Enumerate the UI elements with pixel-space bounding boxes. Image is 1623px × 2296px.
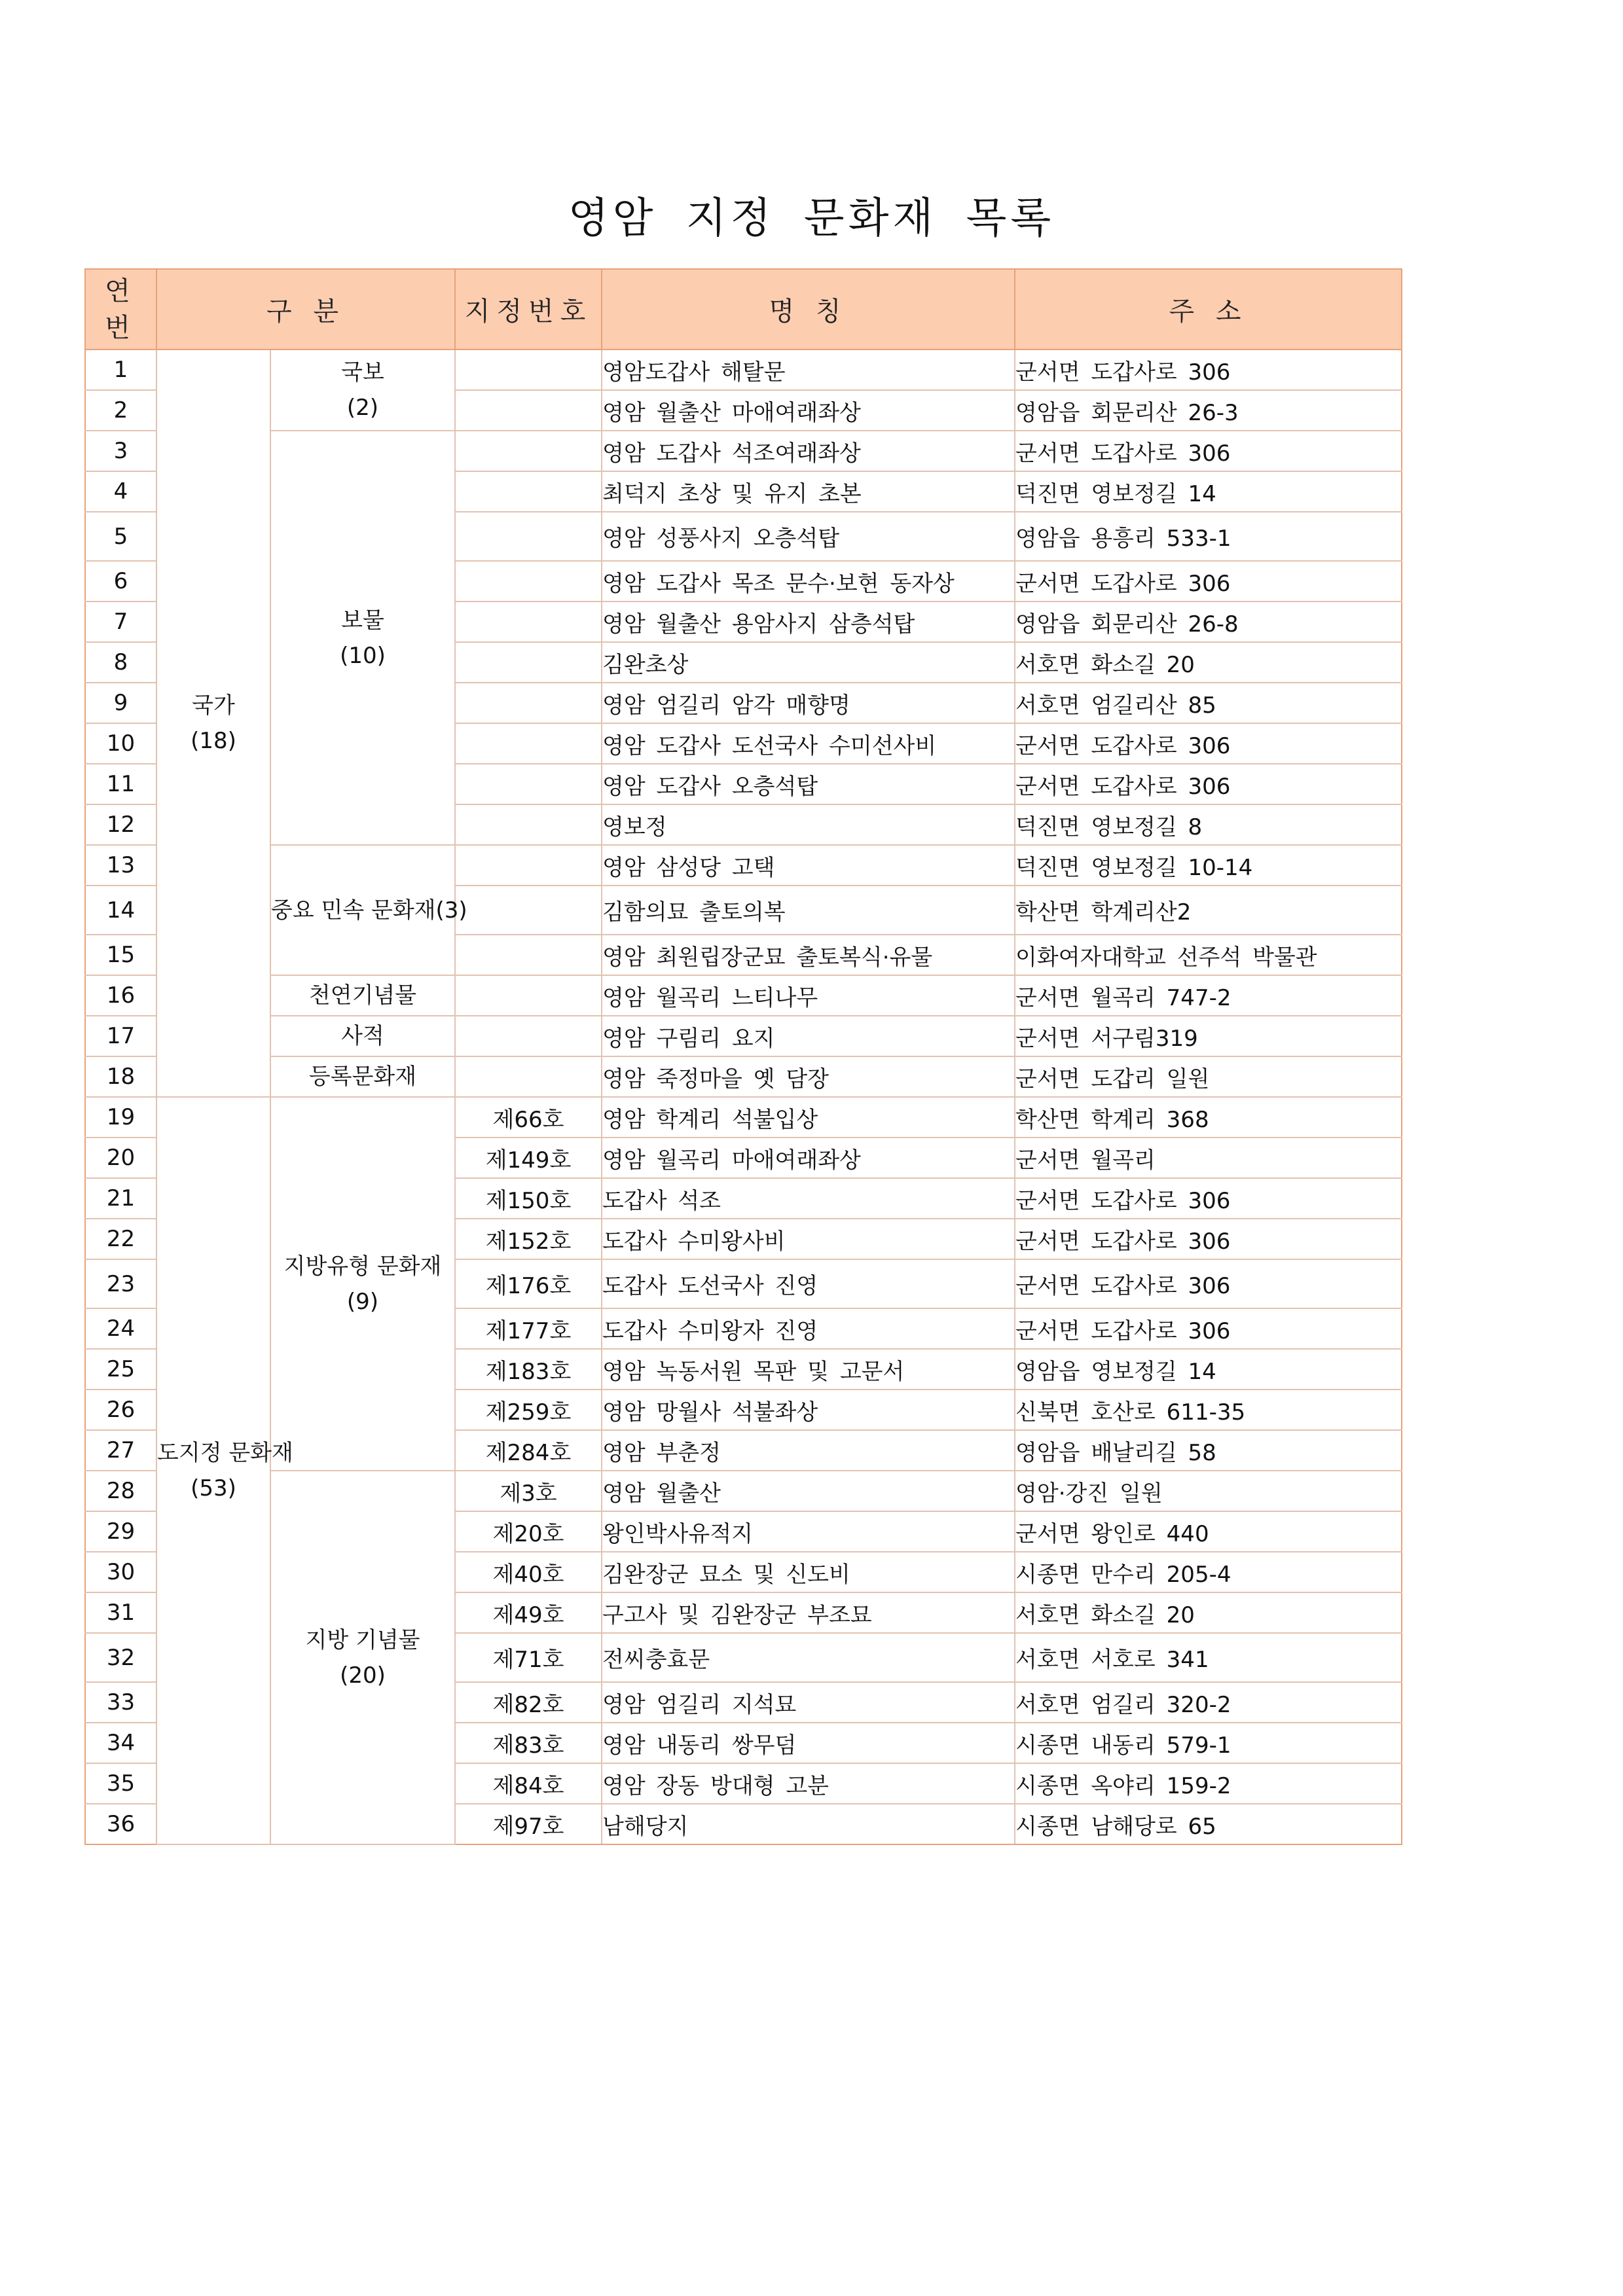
table-row [85, 845, 1402, 886]
designation-number: 제83호 [455, 1723, 602, 1763]
row-number: 23 [85, 1259, 156, 1308]
heritage-address: 시종면 옥야리 159-2 [1015, 1763, 1402, 1804]
designation-number: 제259호 [455, 1390, 602, 1430]
heritage-name: 영암도갑사 해탈문 [602, 350, 1015, 390]
row-number: 33 [85, 1682, 156, 1723]
heritage-name: 김함의묘 출토의복 [602, 886, 1015, 935]
heritage-name: 영암 최원립장군묘 출토복식·유물 [602, 935, 1015, 975]
row-number: 18 [85, 1056, 156, 1097]
row-number: 21 [85, 1178, 156, 1219]
subcategory-treasure-label: 보물 [341, 607, 384, 634]
category-national-label: 국가 [192, 692, 235, 719]
designation-number: 제66호 [455, 1097, 602, 1138]
category-provincial-label: 도지정 문화재 [157, 1440, 293, 1466]
heritage-address: 군서면 도갑사로 306 [1015, 764, 1402, 804]
row-number: 24 [85, 1308, 156, 1349]
heritage-name: 영암 도갑사 목조 문수·보현 동자상 [602, 561, 1015, 601]
category-provincial [156, 1097, 293, 1844]
subcategory-local-monument-label: 지방 기념물 [305, 1626, 420, 1653]
heritage-name: 구고사 및 김완장군 부조묘 [602, 1592, 1015, 1633]
row-number: 22 [85, 1219, 156, 1259]
subcategory-treasure-count: (10) [340, 642, 386, 669]
header-category: 구 분 [156, 269, 455, 350]
designation-number [455, 886, 602, 935]
heritage-address: 시종면 남해당로 65 [1015, 1804, 1402, 1844]
header-designation-number: 지정번호 [455, 269, 602, 350]
table-row [85, 1097, 1402, 1138]
designation-number [455, 601, 602, 642]
subcategory-tangible-heritage [270, 1097, 455, 1471]
row-number: 31 [85, 1592, 156, 1633]
heritage-name: 영암 죽정마을 옛 담장 [602, 1056, 1015, 1097]
row-number: 7 [85, 601, 156, 642]
subcategory-registered-heritage-label: 등록문화재 [308, 1064, 417, 1090]
heritage-name: 영암 학계리 석불입상 [602, 1097, 1015, 1138]
row-number: 36 [85, 1804, 156, 1844]
heritage-table [84, 268, 1402, 1845]
designation-number [455, 1056, 602, 1097]
designation-number [455, 764, 602, 804]
designation-number [455, 975, 602, 1016]
heritage-address: 군서면 도갑리 일원 [1015, 1056, 1402, 1097]
heritage-name: 최덕지 초상 및 유지 초본 [602, 471, 1015, 512]
designation-number [455, 723, 602, 764]
designation-number: 제177호 [455, 1308, 602, 1349]
heritage-name: 영암 도갑사 석조여래좌상 [602, 431, 1015, 471]
heritage-address: 서호면 서호로 341 [1015, 1633, 1402, 1682]
designation-number: 제152호 [455, 1219, 602, 1259]
row-number: 12 [85, 804, 156, 845]
heritage-address: 군서면 도갑사로 306 [1015, 1178, 1402, 1219]
table-body [85, 350, 1402, 1844]
heritage-name: 왕인박사유적지 [602, 1511, 1015, 1552]
designation-number: 제82호 [455, 1682, 602, 1723]
designation-number: 제40호 [455, 1552, 602, 1592]
subcategory-tangible-heritage-label: 지방유형 문화재 [283, 1253, 442, 1280]
heritage-address: 학산면 학계리 368 [1015, 1097, 1402, 1138]
row-number: 11 [85, 764, 156, 804]
header-number-line1: 연 [105, 276, 137, 306]
row-number: 29 [85, 1511, 156, 1552]
heritage-address: 신북면 호산로 611-35 [1015, 1390, 1402, 1430]
heritage-address: 영암·강진 일원 [1015, 1471, 1402, 1511]
designation-number: 제149호 [455, 1138, 602, 1178]
heritage-address: 영암읍 용흥리 533-1 [1015, 512, 1402, 561]
row-number: 35 [85, 1763, 156, 1804]
subcategory-tangible-heritage-count: (9) [346, 1288, 379, 1315]
designation-number: 제97호 [455, 1804, 602, 1844]
row-number: 9 [85, 683, 156, 723]
heritage-name: 영암 월출산 용암사지 삼층석탑 [602, 601, 1015, 642]
heritage-address: 군서면 도갑사로 306 [1015, 723, 1402, 764]
row-number: 5 [85, 512, 156, 561]
heritage-address: 군서면 도갑사로 306 [1015, 350, 1402, 390]
table-header-row [85, 269, 1402, 350]
heritage-name: 영암 도갑사 도선국사 수미선사비 [602, 723, 1015, 764]
row-number: 19 [85, 1097, 156, 1138]
designation-number: 제71호 [455, 1633, 602, 1682]
header-number-line2: 번 [105, 312, 137, 343]
subcategory-local-monument [270, 1471, 455, 1844]
heritage-address: 군서면 왕인로 440 [1015, 1511, 1402, 1552]
heritage-name: 도갑사 도선국사 진영 [602, 1259, 1015, 1308]
heritage-name: 영암 녹동서원 목판 및 고문서 [602, 1349, 1015, 1390]
heritage-address: 영암읍 회문리산 26-8 [1015, 601, 1402, 642]
table-row [85, 1016, 1402, 1056]
subcategory-treasure [270, 431, 455, 845]
row-number: 28 [85, 1471, 156, 1511]
designation-number [455, 350, 602, 390]
designation-number: 제49호 [455, 1592, 602, 1633]
table-row [85, 1471, 1402, 1511]
heritage-address: 시종면 내동리 579-1 [1015, 1723, 1402, 1763]
heritage-name: 영암 월출산 [602, 1471, 1015, 1511]
page-title: 영암 지정 문화재 목록 [568, 194, 1055, 243]
designation-number [455, 431, 602, 471]
heritage-address: 덕진면 영보정길 14 [1015, 471, 1402, 512]
row-number: 2 [85, 390, 156, 431]
row-number: 25 [85, 1349, 156, 1390]
heritage-address: 서호면 엄길리산 85 [1015, 683, 1402, 723]
subcategory-registered-heritage [270, 1056, 455, 1097]
subcategory-folk-heritage [270, 845, 467, 975]
header-name: 명 칭 [602, 269, 1015, 350]
heritage-address: 군서면 도갑사로 306 [1015, 561, 1402, 601]
row-number: 26 [85, 1390, 156, 1430]
row-number: 20 [85, 1138, 156, 1178]
header-number [85, 269, 156, 350]
subcategory-historic-site-label: 사적 [341, 1023, 384, 1049]
row-number: 6 [85, 561, 156, 601]
heritage-name: 영암 장동 방대형 고분 [602, 1763, 1015, 1804]
designation-number: 제176호 [455, 1259, 602, 1308]
heritage-address: 학산면 학계리산2 [1015, 886, 1402, 935]
designation-number: 제183호 [455, 1349, 602, 1390]
heritage-name: 전씨충효문 [602, 1633, 1015, 1682]
row-number: 30 [85, 1552, 156, 1592]
heritage-address: 영암읍 회문리산 26-3 [1015, 390, 1402, 431]
designation-number: 제84호 [455, 1763, 602, 1804]
row-number: 14 [85, 886, 156, 935]
heritage-name: 영암 월곡리 느티나무 [602, 975, 1015, 1016]
heritage-name: 김완초상 [602, 642, 1015, 683]
heritage-name: 도갑사 수미왕사비 [602, 1219, 1015, 1259]
row-number: 17 [85, 1016, 156, 1056]
table-row [85, 350, 1402, 390]
heritage-name: 영암 도갑사 오층석탑 [602, 764, 1015, 804]
heritage-name: 김완장군 묘소 및 신도비 [602, 1552, 1015, 1592]
heritage-address: 군서면 서구림319 [1015, 1016, 1402, 1056]
header-address: 주 소 [1015, 269, 1402, 350]
designation-number [455, 935, 602, 975]
heritage-name: 남해당지 [602, 1804, 1015, 1844]
row-number: 16 [85, 975, 156, 1016]
row-number: 1 [85, 350, 156, 390]
subcategory-natural-monument-label: 천연기념물 [308, 982, 417, 1009]
heritage-name: 도갑사 석조 [602, 1178, 1015, 1219]
row-number: 3 [85, 431, 156, 471]
category-national-count: (18) [191, 728, 236, 754]
heritage-name: 영암 부춘정 [602, 1430, 1015, 1471]
designation-number [455, 804, 602, 845]
heritage-address: 영암읍 영보정길 14 [1015, 1349, 1402, 1390]
designation-number [455, 683, 602, 723]
subcategory-folk-heritage-label: 중요 민속 문화재(3) [271, 897, 467, 924]
designation-number [455, 845, 602, 886]
designation-number [455, 471, 602, 512]
designation-number: 제150호 [455, 1178, 602, 1219]
heritage-name: 영암 구림리 요지 [602, 1016, 1015, 1056]
heritage-address: 서호면 엄길리 320-2 [1015, 1682, 1402, 1723]
heritage-name: 영암 엄길리 지석묘 [602, 1682, 1015, 1723]
row-number: 15 [85, 935, 156, 975]
row-number: 8 [85, 642, 156, 683]
category-national [156, 350, 270, 1097]
table-row [85, 431, 1402, 471]
heritage-address: 군서면 월곡리 [1015, 1138, 1402, 1178]
heritage-address: 군서면 도갑사로 306 [1015, 1219, 1402, 1259]
heritage-address: 이화여자대학교 선주석 박물관 [1015, 935, 1402, 975]
row-number: 27 [85, 1430, 156, 1471]
row-number: 4 [85, 471, 156, 512]
designation-number: 제20호 [455, 1511, 602, 1552]
subcategory-local-monument-count: (20) [340, 1662, 386, 1689]
heritage-address: 군서면 월곡리 747-2 [1015, 975, 1402, 1016]
heritage-name: 영보정 [602, 804, 1015, 845]
designation-number [455, 512, 602, 561]
heritage-address: 덕진면 영보정길 10-14 [1015, 845, 1402, 886]
heritage-address: 시종면 만수리 205-4 [1015, 1552, 1402, 1592]
heritage-name: 영암 월곡리 마애여래좌상 [602, 1138, 1015, 1178]
subcategory-national-treasure-count: (2) [346, 395, 379, 421]
heritage-name: 영암 망월사 석불좌상 [602, 1390, 1015, 1430]
category-provincial-count: (53) [191, 1475, 236, 1501]
heritage-name: 도갑사 수미왕자 진영 [602, 1308, 1015, 1349]
heritage-name: 영암 삼성당 고택 [602, 845, 1015, 886]
table-row [85, 975, 1402, 1016]
designation-number [455, 1016, 602, 1056]
heritage-name: 영암 엄길리 암각 매향명 [602, 683, 1015, 723]
heritage-address: 군서면 도갑사로 306 [1015, 431, 1402, 471]
row-number: 10 [85, 723, 156, 764]
designation-number: 제3호 [455, 1471, 602, 1511]
row-number: 13 [85, 845, 156, 886]
designation-number [455, 561, 602, 601]
heritage-address: 군서면 도갑사로 306 [1015, 1308, 1402, 1349]
heritage-address: 덕진면 영보정길 8 [1015, 804, 1402, 845]
designation-number [455, 642, 602, 683]
row-number: 32 [85, 1633, 156, 1682]
designation-number [455, 390, 602, 431]
heritage-address: 서호면 화소길 20 [1015, 1592, 1402, 1633]
designation-number: 제284호 [455, 1430, 602, 1471]
heritage-name: 영암 월출산 마애여래좌상 [602, 390, 1015, 431]
subcategory-natural-monument [270, 975, 455, 1016]
subcategory-historic-site [270, 1016, 455, 1056]
heritage-name: 영암 성풍사지 오층석탑 [602, 512, 1015, 561]
row-number: 34 [85, 1723, 156, 1763]
heritage-address: 서호면 화소길 20 [1015, 642, 1402, 683]
subcategory-national-treasure [270, 350, 455, 431]
subcategory-national-treasure-label: 국보 [341, 359, 384, 386]
heritage-address: 군서면 도갑사로 306 [1015, 1259, 1402, 1308]
heritage-address: 영암읍 배날리길 58 [1015, 1430, 1402, 1471]
table-row [85, 1056, 1402, 1097]
heritage-name: 영암 내동리 쌍무덤 [602, 1723, 1015, 1763]
